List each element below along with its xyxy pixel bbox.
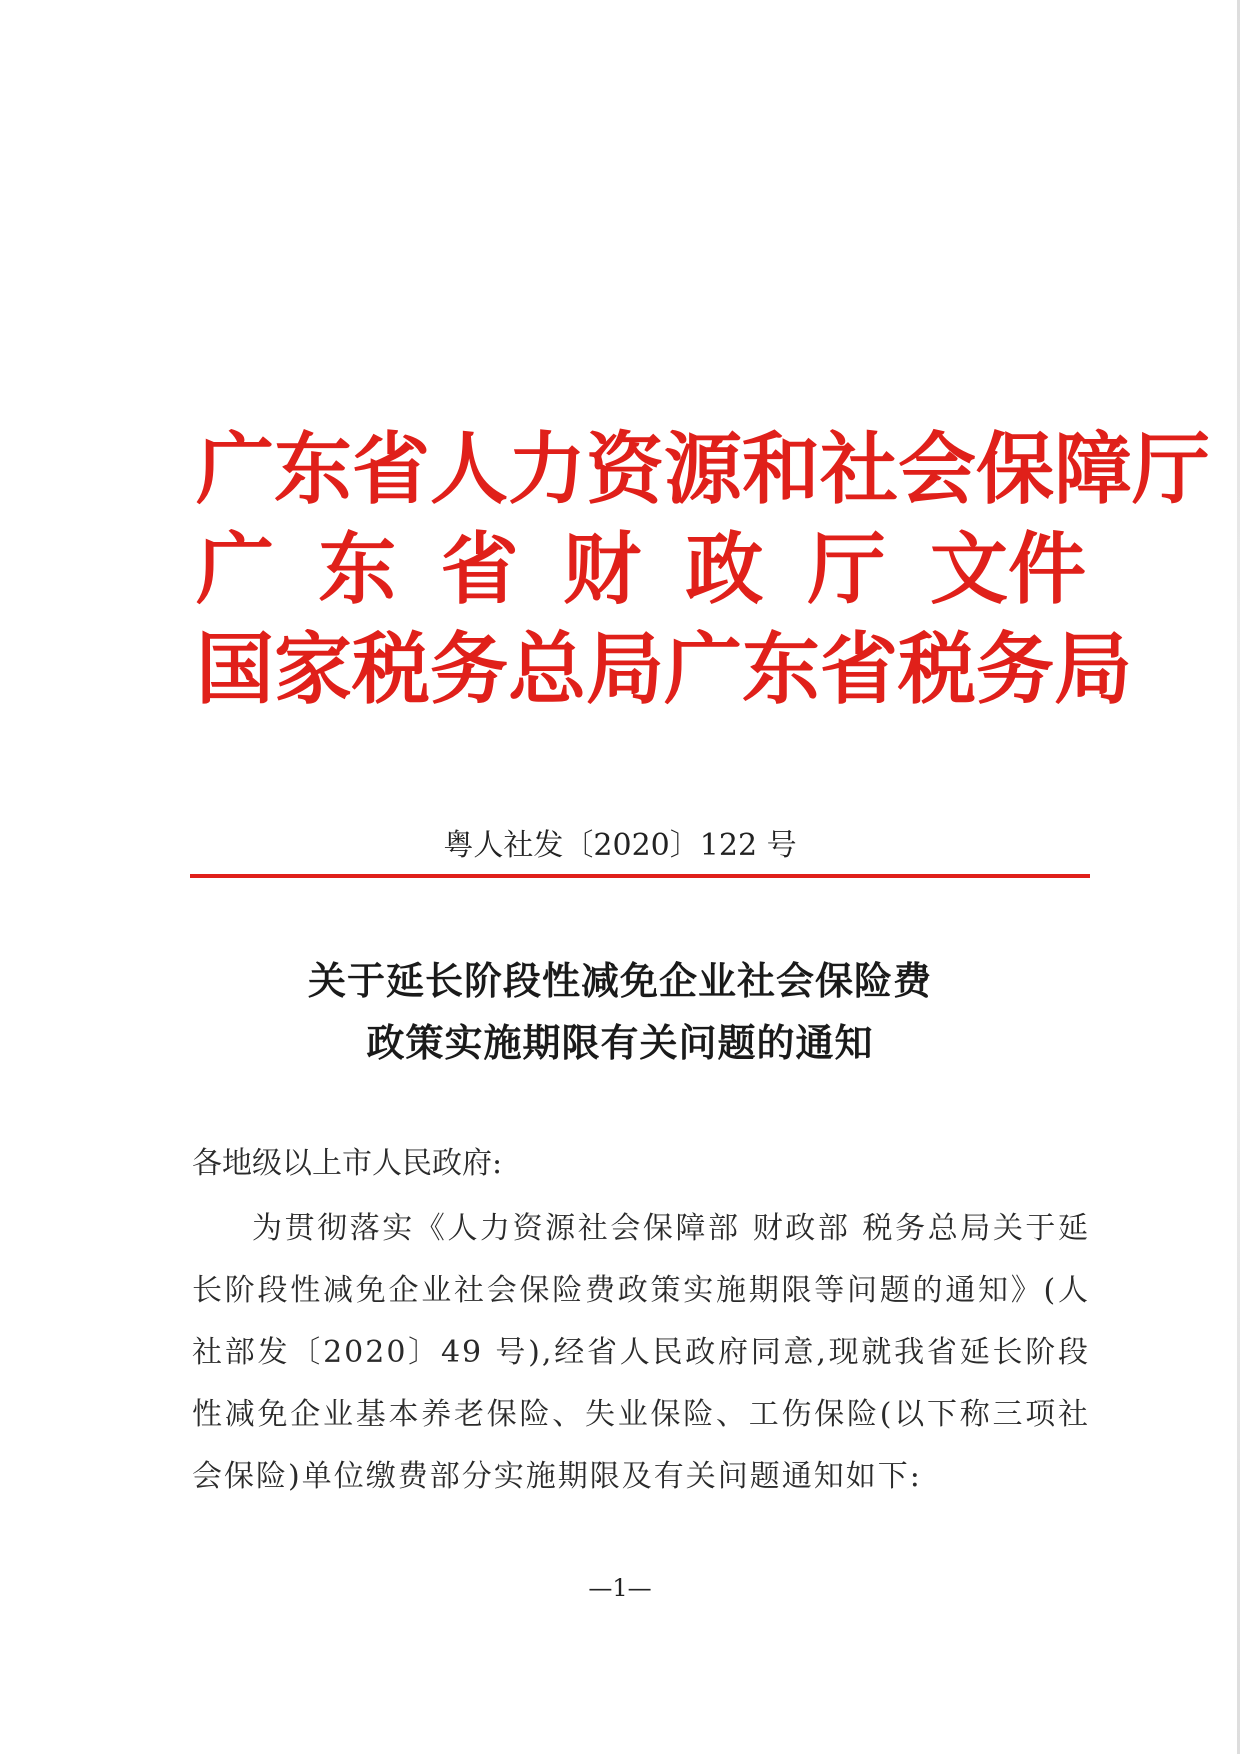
header-line-2-char: 省 bbox=[440, 524, 519, 615]
salutation: 各地级以上市人民政府: bbox=[192, 1146, 503, 1181]
header-line-2-char: 厅 bbox=[807, 524, 886, 615]
header-line-1: 广东省人力资源和社会保障厅 bbox=[196, 424, 1211, 515]
document-title-line-1: 关于延长阶段性减免企业社会保险费 bbox=[307, 958, 932, 1003]
document-title-line-2: 政策实施期限有关问题的通知 bbox=[366, 1020, 874, 1065]
header-line-2-char: 政 bbox=[685, 524, 764, 615]
header-line-2 bbox=[196, 520, 1086, 620]
header-line-2-char: 东 bbox=[318, 524, 397, 615]
header-line-2-char: 文件 bbox=[929, 524, 1086, 615]
header-line-2-char: 财 bbox=[562, 524, 641, 615]
header-line-3: 国家税务总局广东省税务局 bbox=[196, 624, 1133, 715]
page-number: —1— bbox=[588, 1574, 652, 1602]
body-paragraph: 为贯彻落实《人力资源社会保障部 财政部 税务总局关于延长阶段性减免企业社会保险费政策实施期限等问题的通知》(人社部发〔2020〕49 号),经省人民政府同意,现就我省延长阶段性减免企业基本养老保险、失业保险、工伤保险(以下称三项社会保险)单位缴费部分实施期限及有关问题通知如下: bbox=[192, 1211, 1090, 1494]
document-number: 粤人社发〔2020〕122 号 bbox=[443, 828, 797, 863]
header-line-2-char: 广 bbox=[196, 524, 275, 615]
red-divider-line bbox=[190, 874, 1090, 878]
issuing-authority-header bbox=[196, 420, 1211, 720]
